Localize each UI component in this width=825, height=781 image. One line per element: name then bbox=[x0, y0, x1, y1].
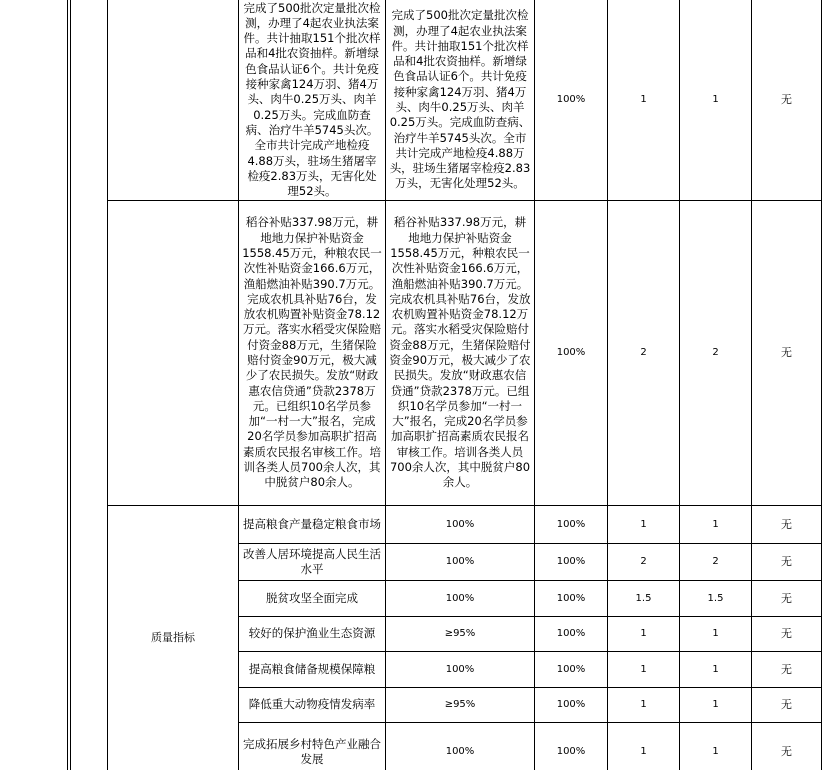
weight-cell: 1 bbox=[640, 746, 647, 757]
score-cell: 1 bbox=[712, 628, 719, 639]
table-cell-actual: 稻谷补贴337.98万元，耕地地力保护补贴资金1558.45万元，种粮农民一次性补贴资金166.6万元，渔船燃油补贴390.7万元。完成农机具补贴76台，发放农机购置补贴资金78.12万元。落实水稻受灾保险赔付资金88万元，生猪保险赔付资金90万元，极大减少了农民损失。发放“财政惠农信贷通”贷款2378万元。已组织10名学员参加“一村一大”报名，完成20名学员参加高职扩招高素质农民报名审核工作。培训各类人员700余人次，其中脱贫户80余人。 bbox=[389, 215, 531, 490]
indicator-cell: 较好的保护渔业生态资源 bbox=[248, 626, 376, 641]
table-cell-note: 无 bbox=[781, 346, 792, 359]
quality-indicator-label: 质量指标 bbox=[151, 631, 195, 644]
weight-cell: 1.5 bbox=[635, 592, 652, 604]
rate-cell: 100% bbox=[556, 746, 586, 757]
target-cell: 100% bbox=[445, 746, 475, 757]
score-cell: 1.5 bbox=[707, 592, 724, 604]
table-cell-actual: 完成了500批次定量批次检测，办理了4起农业执法案件。共计抽取151个批次样品和4批农资抽样。新增绿色食品认证6个。共计免疫接种家禽124万羽、猪4万头、肉牛0.25万头、肉羊0.25万头。完成血防查病、治疗牛羊5745头次。全市共计完成产地检疫4.88万头，驻场生猪屠宰检疫2.83万头，无害化处理52头。 bbox=[389, 8, 531, 191]
score-cell: 1 bbox=[712, 518, 719, 530]
grid-line bbox=[70, 0, 71, 770]
table-cell-rate: 100% bbox=[556, 347, 586, 358]
rate-cell: 100% bbox=[556, 628, 586, 639]
rate-cell: 100% bbox=[556, 518, 586, 530]
table-cell-weight: 1 bbox=[640, 94, 647, 105]
table-cell-note: 无 bbox=[781, 93, 792, 106]
grid-line bbox=[67, 0, 68, 770]
target-cell: ≥95% bbox=[444, 699, 476, 710]
target-cell: 100% bbox=[445, 518, 475, 530]
target-cell: 100% bbox=[445, 556, 475, 567]
table-cell-plan: 稻谷补贴337.98万元，耕地地力保护补贴资金1558.45万元，种粮农民一次性补贴资金166.6万元，渔船燃油补贴390.7万元。完成农机具补贴76台，发放农机购置补贴资金78.12万元。落实水稻受灾保险赔付资金88万元，生猪保险赔付资金90万元，极大减少了农民损失。发放“财政惠农信贷通”贷款2378万元。已组织10名学员参加“一村一大”报名，完成20名学员参加高职扩招高素质农民报名审核工作。培训各类人员700余人次，其中脱贫户80余人。 bbox=[242, 215, 382, 490]
note-cell: 无 bbox=[781, 517, 792, 531]
weight-cell: 2 bbox=[640, 556, 647, 567]
indicator-cell: 降低重大动物疫情发病率 bbox=[248, 697, 376, 712]
target-cell: 100% bbox=[445, 663, 475, 675]
score-cell: 2 bbox=[712, 556, 719, 567]
score-cell: 1 bbox=[712, 663, 719, 675]
table-cell-plan: 完成了500批次定量批次检测，办理了4起农业执法案件。共计抽取151个批次样品和4批农资抽样。新增绿色食品认证6个。共计免疫接种家禽124万羽、猪4万头、肉牛0.25万头、肉羊0.25万头。完成血防查病、治疗牛羊5745头次。全市共计完成产地检疫4.88万头，驻场生猪屠宰检疫2.83万头，无害化处理52头。 bbox=[243, 0, 381, 199]
weight-cell: 1 bbox=[640, 663, 647, 675]
score-cell: 1 bbox=[712, 746, 719, 757]
note-cell: 无 bbox=[781, 627, 792, 640]
rate-cell: 100% bbox=[556, 556, 586, 567]
rate-cell: 100% bbox=[556, 592, 586, 604]
table-cell-score: 2 bbox=[712, 347, 719, 358]
rate-cell: 100% bbox=[556, 663, 586, 675]
indicator-cell: 脱贫攻坚全面完成 bbox=[266, 590, 358, 605]
table-cell-score: 1 bbox=[712, 94, 719, 105]
weight-cell: 1 bbox=[640, 518, 647, 530]
note-cell: 无 bbox=[781, 591, 792, 605]
weight-cell: 1 bbox=[640, 628, 647, 639]
rate-cell: 100% bbox=[556, 699, 586, 710]
table-cell-weight: 2 bbox=[640, 347, 647, 358]
note-cell: 无 bbox=[781, 555, 792, 568]
target-cell: 100% bbox=[445, 592, 475, 604]
note-cell: 无 bbox=[781, 662, 792, 676]
indicator-cell: 提高粮食储备规模保障粮 bbox=[248, 661, 376, 676]
note-cell: 无 bbox=[781, 698, 792, 711]
score-cell: 1 bbox=[712, 699, 719, 710]
weight-cell: 1 bbox=[640, 699, 647, 710]
indicator-cell: 提高粮食产量稳定粮食市场 bbox=[243, 516, 381, 531]
note-cell: 无 bbox=[781, 745, 792, 758]
table-cell-rate: 100% bbox=[556, 94, 586, 105]
indicator-cell: 改善人居环境提高人民生活水平 bbox=[243, 546, 381, 576]
grid-line bbox=[821, 0, 822, 770]
target-cell: ≥95% bbox=[444, 628, 476, 639]
indicator-cell: 完成拓展乡村特色产业融合发展 bbox=[243, 736, 381, 766]
